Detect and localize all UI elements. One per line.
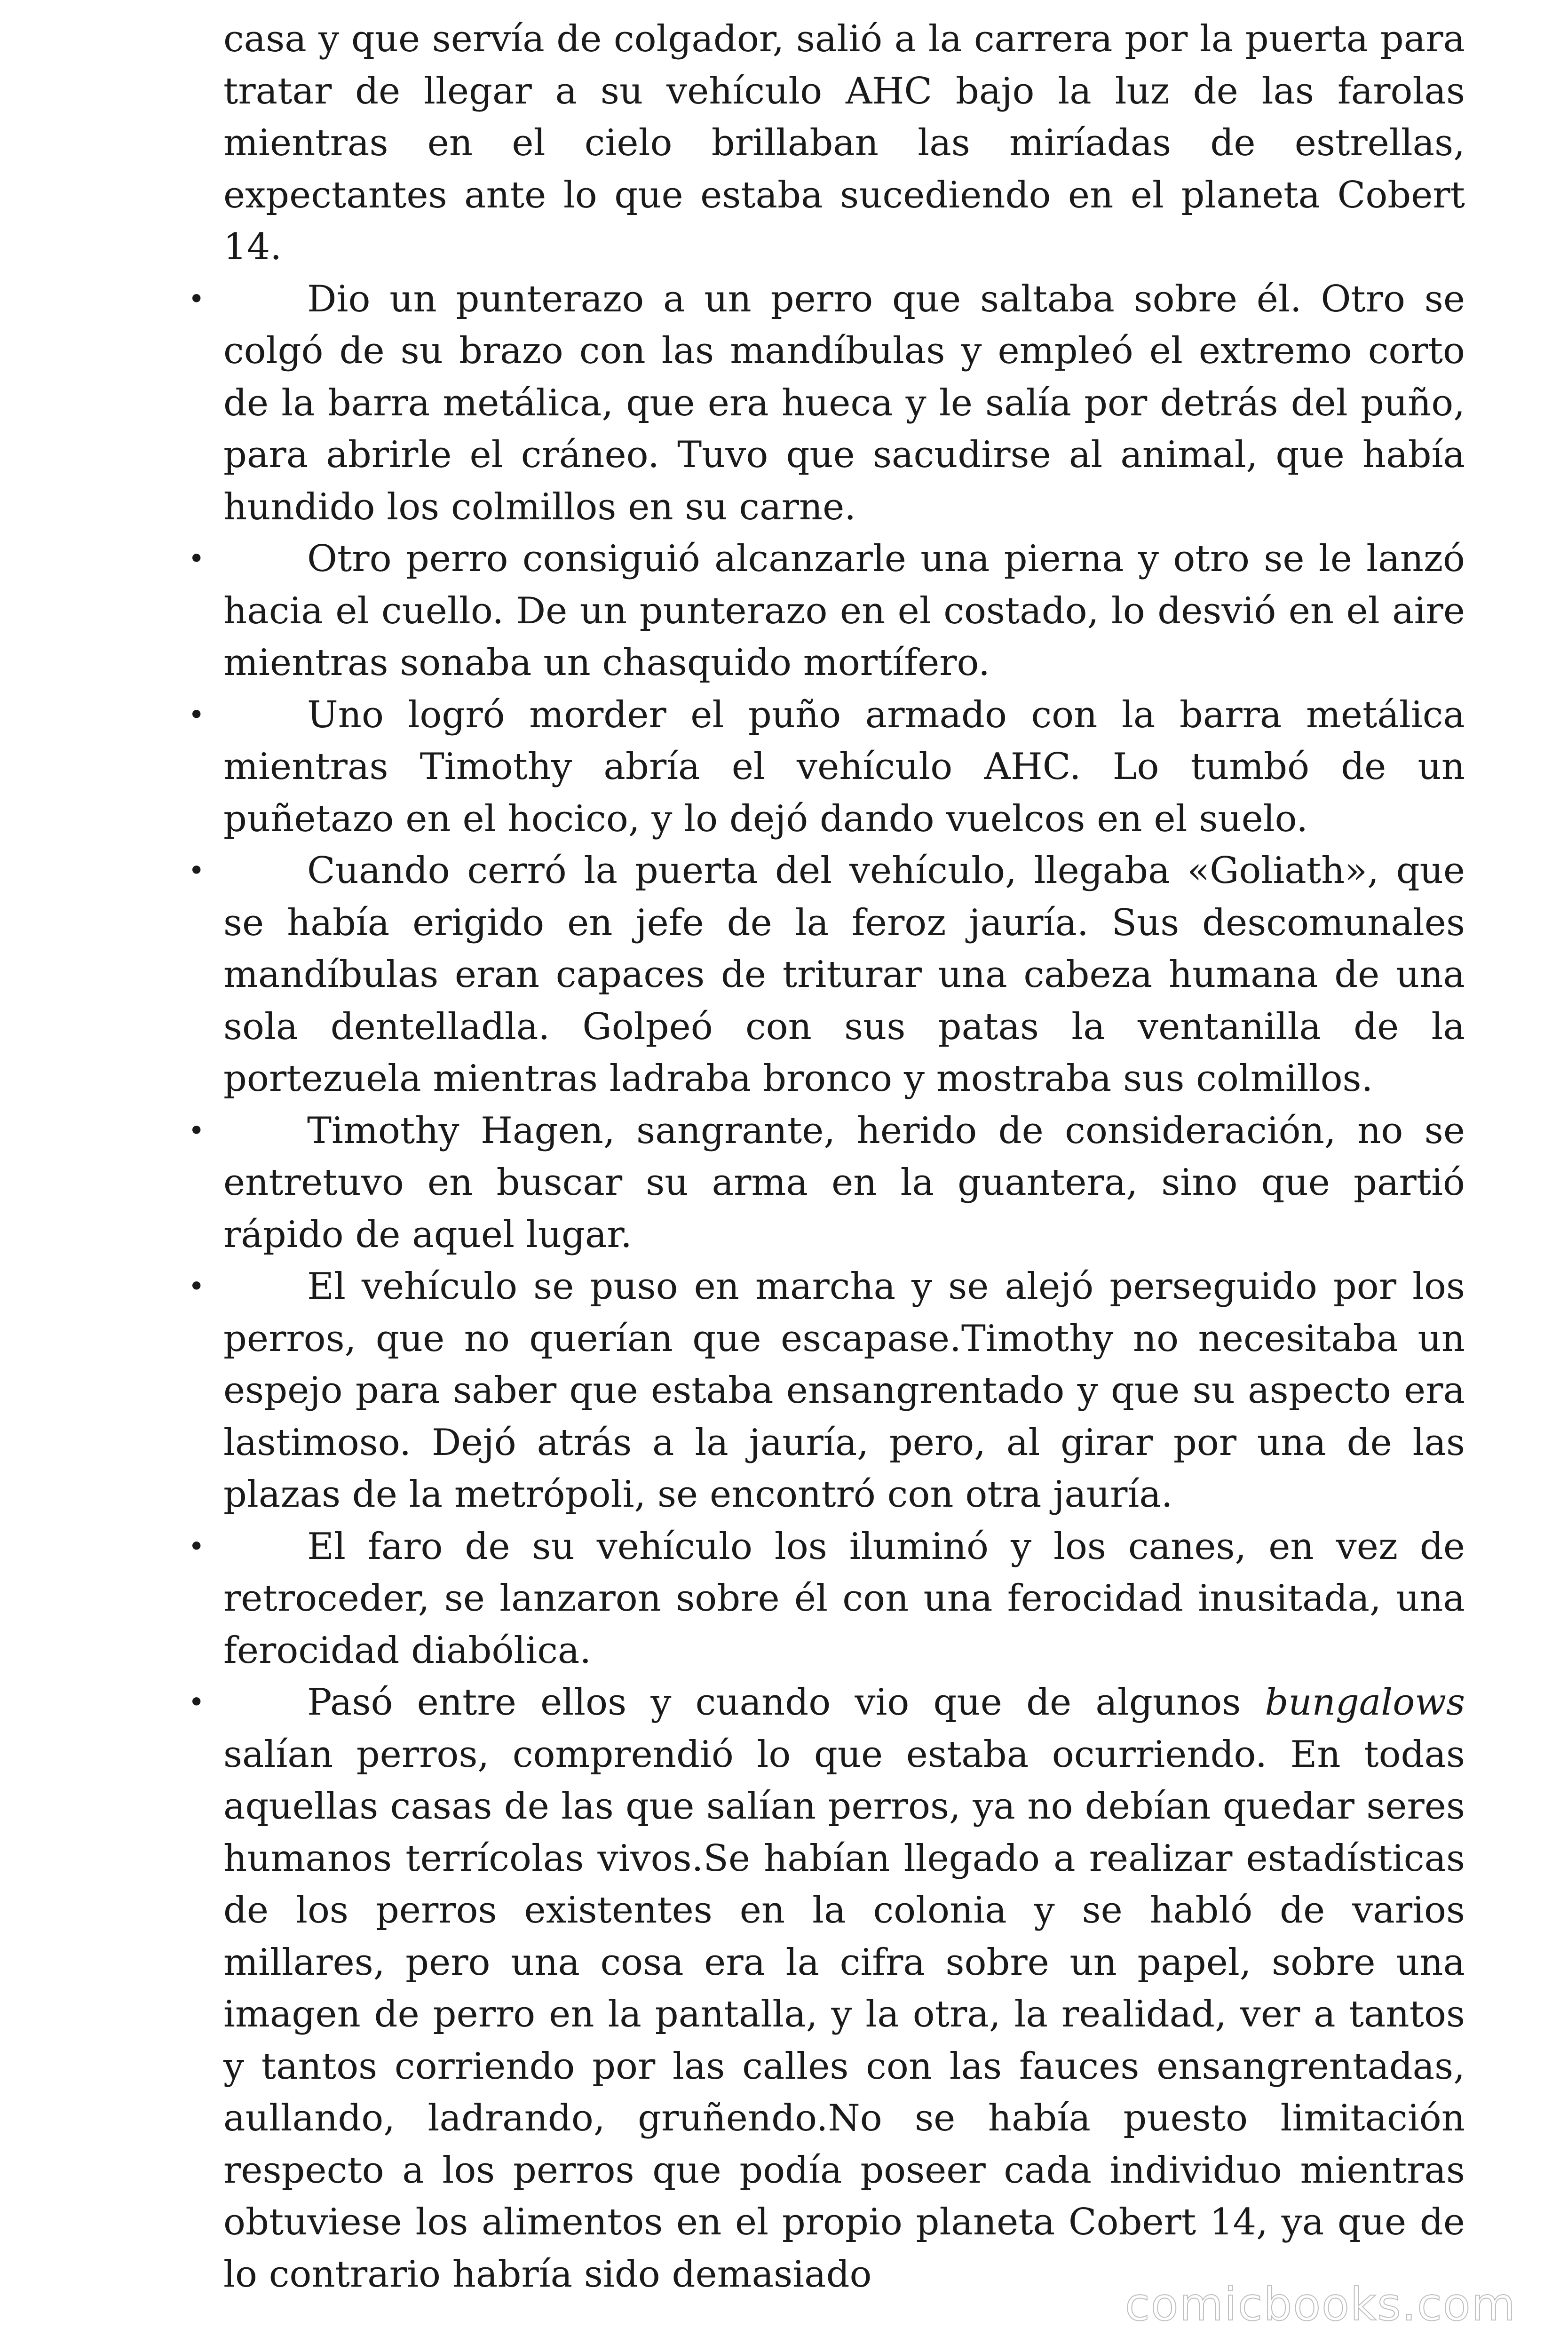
watermark: comicbooks.com — [1125, 2278, 1516, 2331]
bullet-icon: • — [188, 698, 205, 731]
paragraph-text: El faro de su vehículo los iluminó y los canes, en vez de retroceder, se lanzaron sobre él con una ferocidad inusitada, una ferocidad diabólica. — [223, 1525, 1465, 1672]
continuation-paragraph: casa y que servía de colgador, salió a la carrera por la puerta para tratar de llegar a su vehículo AHC bajo la luz de las farolas mientras en el cielo brillaban las miríadas de estrellas, expectantes ante lo que estaba sucediendo en el planeta Cobert 14. — [223, 18, 1465, 268]
paragraph-text: Cuando cerró la puerta del vehículo, llegaba «Goliath», que se había erigido en jefe de la feroz jauría. Sus descomunales mandíbulas eran capaces de triturar una cabeza humana de una sola dentelladla. Golpeó con sus patas la ventanilla de la portezuela mientras ladraba bronco y mostraba sus colmillos. — [223, 850, 1465, 1100]
bullet-icon: • — [188, 1686, 205, 1719]
list-item — [188, 1105, 1465, 1261]
body-text — [188, 13, 1465, 2300]
paragraph-text: Uno logró morder el puño armado con la barra metálica mientras Timothy abría el vehículo AHC. Lo tumbó de un puñetazo en el hocico, y lo dejó dando vuelcos en el suelo. — [223, 693, 1465, 840]
list-item — [188, 533, 1465, 689]
paragraph-text: Dio un punterazo a un perro que saltaba sobre él. Otro se colgó de su brazo con las mandíbulas y empleó el extremo corto de la barra metálica, que era hueca y le salía por detrás del puño, para abrirle el cráneo. Tuvo que sacudirse al animal, que había hundido los colmillos en su carne. — [223, 278, 1465, 528]
list-item — [188, 689, 1465, 845]
list-item — [188, 273, 1465, 533]
bullet-icon: • — [188, 282, 205, 316]
list-item — [188, 1261, 1465, 1521]
bullet-icon: • — [188, 854, 205, 887]
paragraph-text-after: salían perros, comprendió lo que estaba ocurriendo. En todas aquellas casas de las que salían perros, ya no debían quedar seres humanos terrícolas vivos.Se habían llegado a realizar estadísticas de los perros existentes en la colonia y se habló de varios millares, pero una cosa era la cifra sobre un papel, sobre una imagen de perro en la pantalla, y la otra, la realidad, ver a tantos y tantos corriendo por las calles con las fauces ensangrentadas, aullando, ladrando, gruñendo.No se había puesto limitación respecto a los perros que podía poseer cada individuo mientras obtuviese los alimentos en el propio planeta Cobert 14, ya que de lo contrario habría sido demasiado — [223, 1733, 1465, 2296]
paragraph-text: Otro perro consiguió alcanzarle una pierna y otro se le lanzó hacia el cuello. De un punterazo en el costado, lo desvió en el aire mientras sonaba un chasquido mortífero. — [223, 538, 1465, 684]
emphasized-word: bungalows — [1265, 1681, 1465, 1724]
list-item — [188, 1677, 1465, 2300]
list-item — [188, 1521, 1465, 1677]
paragraph-text-before: Pasó entre ellos y cuando vio que de algunos — [307, 1681, 1265, 1724]
paragraph-text: El vehículo se puso en marcha y se alejó perseguido por los perros, que no querían que escapase.Timothy no necesitaba un espejo para saber que estaba ensangrentado y que su aspecto era lastimoso. Dejó atrás a la jauría, pero, al girar por una de las plazas de la metrópoli, se encontró con otra jauría. — [223, 1265, 1465, 1516]
bullet-icon: • — [188, 1114, 205, 1147]
paragraph-text: Timothy Hagen, sangrante, herido de consideración, no se entretuvo en buscar su arma en la guantera, sino que partió rápido de aquel lugar. — [223, 1109, 1465, 1256]
bullet-icon: • — [188, 1530, 205, 1563]
bullet-icon: • — [188, 542, 205, 575]
list-item — [188, 845, 1465, 1105]
bullet-icon: • — [188, 1270, 205, 1303]
